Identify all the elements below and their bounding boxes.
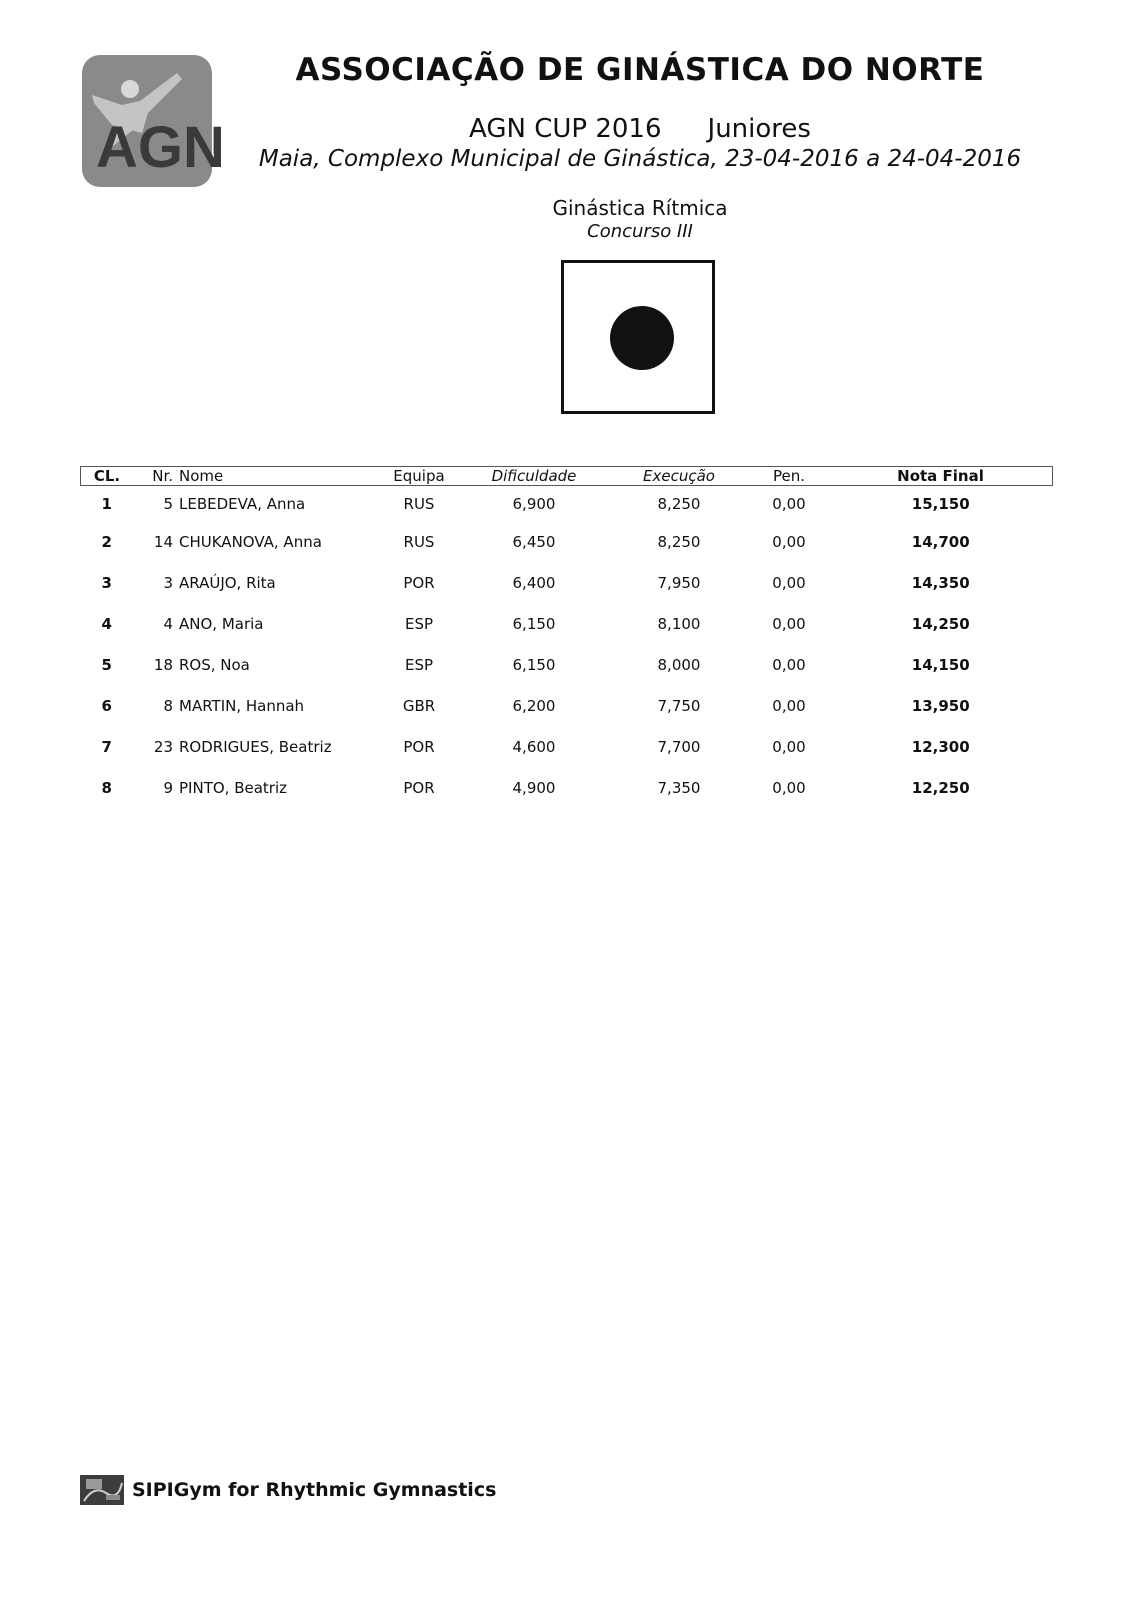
table-row bbox=[81, 562, 1053, 603]
cell-penalty: 0,00 bbox=[772, 614, 806, 633]
cell-penalty: 0,00 bbox=[772, 532, 806, 551]
header-execution: Execução bbox=[609, 467, 749, 486]
header-nr: Nr. bbox=[133, 467, 179, 486]
cell-penalty: 0,00 bbox=[772, 494, 806, 513]
event-name: AGN CUP 2016 bbox=[469, 114, 662, 144]
cell-execution: 7,350 bbox=[657, 778, 701, 797]
cell-nr: 5 bbox=[163, 494, 173, 513]
cell-final-score: 14,350 bbox=[911, 573, 970, 592]
cell-difficulty: 6,450 bbox=[512, 532, 556, 551]
cell-penalty: 0,00 bbox=[772, 778, 806, 797]
header-cl: CL. bbox=[81, 467, 134, 486]
header-team: Equipa bbox=[379, 467, 459, 486]
cell-execution: 8,250 bbox=[657, 532, 701, 551]
footer bbox=[80, 1475, 496, 1505]
cell-execution: 7,700 bbox=[657, 737, 701, 756]
cell-cl: 5 bbox=[101, 655, 112, 674]
cell-cl: 6 bbox=[101, 696, 112, 715]
cell-penalty: 0,00 bbox=[772, 737, 806, 756]
cell-name: ARAÚJO, Rita bbox=[179, 573, 276, 592]
cell-name: LEBEDEVA, Anna bbox=[179, 494, 306, 513]
cell-team: RUS bbox=[403, 494, 435, 513]
cell-difficulty: 6,150 bbox=[512, 614, 556, 633]
table-row bbox=[81, 726, 1053, 767]
cell-penalty: 0,00 bbox=[772, 573, 806, 592]
cell-difficulty: 4,900 bbox=[512, 778, 556, 797]
cell-nr: 14 bbox=[153, 532, 173, 551]
table-row bbox=[81, 767, 1053, 808]
event-line bbox=[250, 114, 1030, 144]
cell-final-score: 14,250 bbox=[911, 614, 970, 633]
cell-difficulty: 4,600 bbox=[512, 737, 556, 756]
cell-team: ESP bbox=[404, 655, 434, 674]
ball-icon bbox=[610, 306, 674, 370]
cell-penalty: 0,00 bbox=[772, 655, 806, 674]
table-row bbox=[81, 521, 1053, 562]
cell-cl: 3 bbox=[101, 573, 112, 592]
table-header-row bbox=[81, 467, 1053, 486]
cell-cl: 4 bbox=[101, 614, 112, 633]
cell-team: POR bbox=[403, 778, 435, 797]
cell-team: ESP bbox=[404, 614, 434, 633]
cell-name: PINTO, Beatriz bbox=[179, 778, 287, 797]
footer-text: SIPIGym for Rhythmic Gymnastics bbox=[132, 1479, 497, 1501]
cell-name: ANO, Maria bbox=[179, 614, 264, 633]
cell-nr: 3 bbox=[163, 573, 173, 592]
logo-lettering: AGN bbox=[96, 115, 225, 180]
header-difficulty: Dificuldade bbox=[459, 467, 609, 486]
results-table bbox=[80, 466, 1053, 808]
apparatus-box bbox=[561, 260, 715, 414]
header-name: Nome bbox=[179, 467, 379, 486]
cell-team: POR bbox=[403, 573, 435, 592]
cell-nr: 23 bbox=[153, 737, 173, 756]
cell-execution: 8,250 bbox=[657, 494, 701, 513]
cell-final-score: 14,700 bbox=[911, 532, 970, 551]
cell-difficulty: 6,150 bbox=[512, 655, 556, 674]
cell-nr: 9 bbox=[163, 778, 173, 797]
table-row bbox=[81, 685, 1053, 726]
cell-execution: 7,750 bbox=[657, 696, 701, 715]
venue-and-dates: Maia, Complexo Municipal de Ginástica, 23-04-2016 a 24-04-2016 bbox=[258, 146, 1022, 172]
event-category: Juniores bbox=[707, 114, 811, 144]
cell-cl: 8 bbox=[101, 778, 112, 797]
table-row bbox=[81, 644, 1053, 685]
cell-cl: 2 bbox=[101, 532, 112, 551]
contest-name: Concurso III bbox=[587, 221, 693, 242]
cell-final-score: 12,250 bbox=[911, 778, 970, 797]
cell-nr: 4 bbox=[163, 614, 173, 633]
cell-name: CHUKANOVA, Anna bbox=[179, 532, 322, 551]
cell-final-score: 12,300 bbox=[911, 737, 970, 756]
cell-team: POR bbox=[403, 737, 435, 756]
cell-penalty: 0,00 bbox=[772, 696, 806, 715]
cell-name: MARTIN, Hannah bbox=[179, 696, 305, 715]
sipigym-logo-icon bbox=[80, 1475, 124, 1505]
cell-team: GBR bbox=[402, 696, 436, 715]
agn-logo bbox=[82, 55, 225, 187]
cell-nr: 18 bbox=[153, 655, 173, 674]
table-row bbox=[81, 603, 1053, 644]
cell-difficulty: 6,400 bbox=[512, 573, 556, 592]
organization-title: ASSOCIAÇÃO DE GINÁSTICA DO NORTE bbox=[295, 52, 985, 88]
discipline: Ginástica Rítmica bbox=[552, 196, 728, 220]
cell-team: RUS bbox=[403, 532, 435, 551]
cell-execution: 8,100 bbox=[657, 614, 701, 633]
cell-execution: 8,000 bbox=[657, 655, 701, 674]
cell-final-score: 14,150 bbox=[911, 655, 970, 674]
cell-final-score: 13,950 bbox=[911, 696, 970, 715]
cell-cl: 7 bbox=[101, 737, 112, 756]
header-penalty: Pen. bbox=[749, 467, 829, 486]
cell-nr: 8 bbox=[163, 696, 173, 715]
cell-name: ROS, Noa bbox=[179, 655, 250, 674]
cell-execution: 7,950 bbox=[657, 573, 701, 592]
cell-difficulty: 6,200 bbox=[512, 696, 556, 715]
cell-name: RODRIGUES, Beatriz bbox=[179, 737, 332, 756]
cell-final-score: 15,150 bbox=[911, 494, 970, 513]
table-row bbox=[81, 486, 1053, 522]
cell-cl: 1 bbox=[101, 494, 112, 513]
header-final-score: Nota Final bbox=[829, 467, 1053, 486]
cell-difficulty: 6,900 bbox=[512, 494, 556, 513]
